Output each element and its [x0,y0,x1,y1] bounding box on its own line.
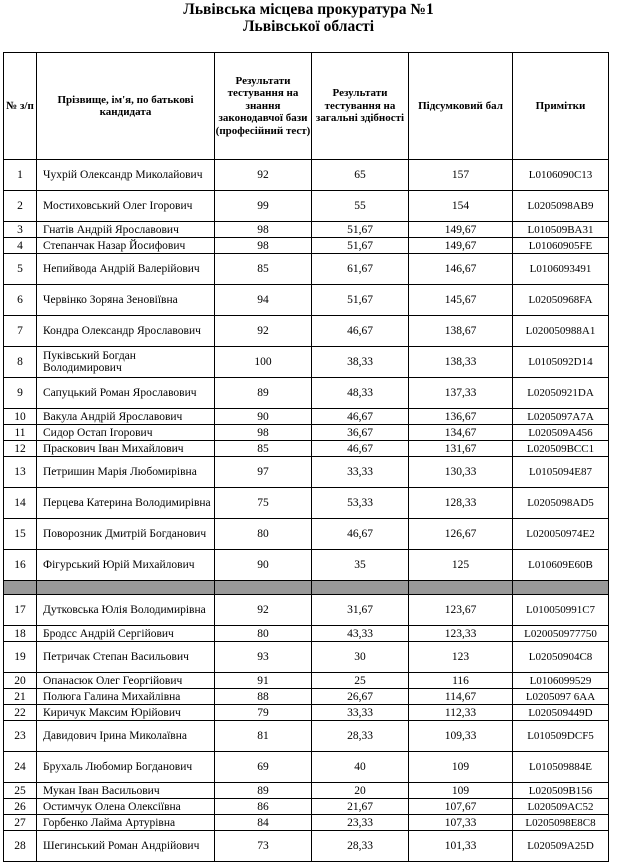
candidate-name: Перцева Катерина Володимирівна [37,488,215,519]
table-row [4,191,609,222]
general-score: 48,33 [312,378,409,409]
total-score: 131,67 [409,441,513,457]
total-score: 114,67 [409,689,513,705]
separator-row [4,581,609,595]
candidate-name: Брухаль Любомир Богданович [37,752,215,783]
header-general: Результати тестування на загальні здібності [312,53,409,160]
header-name: Прізвище, ім'я, по батькові кандидата [37,53,215,160]
general-score: 65 [312,160,409,191]
general-score: 26,67 [312,689,409,705]
legal-score: 91 [215,673,312,689]
header-total: Підсумковий бал [409,53,513,160]
note-code: L02050921DA [513,378,609,409]
header-num: № з/п [4,53,37,160]
row-number: 22 [4,705,37,721]
row-number: 8 [4,347,37,378]
candidate-name: Шегинський Роман Андрійович [37,831,215,862]
total-score: 109 [409,783,513,799]
legal-score: 100 [215,347,312,378]
candidate-name: Поворозник Дмитрій Богданович [37,519,215,550]
note-code: L010509BA31 [513,222,609,238]
general-score: 30 [312,642,409,673]
row-number: 4 [4,238,37,254]
total-score: 107,67 [409,799,513,815]
candidate-name: Вакула Андрій Ярославович [37,409,215,425]
legal-score: 92 [215,595,312,626]
note-code: L020509A25D [513,831,609,862]
legal-score: 97 [215,457,312,488]
row-number: 13 [4,457,37,488]
table-row [4,238,609,254]
total-score: 109,33 [409,721,513,752]
candidate-name: Гнатів Андрій Ярославович [37,222,215,238]
table-row [4,642,609,673]
legal-score: 89 [215,378,312,409]
legal-score: 85 [215,441,312,457]
header-legal: Результати тестування на знання законодавчої бази (професійний тест) [215,53,312,160]
row-number: 11 [4,425,37,441]
general-score: 33,33 [312,457,409,488]
total-score: 149,67 [409,238,513,254]
row-number: 26 [4,799,37,815]
general-score: 28,33 [312,721,409,752]
candidate-name: Бродсс Андрій Сергійович [37,626,215,642]
row-number: 6 [4,285,37,316]
general-score: 28,33 [312,831,409,862]
note-code: L020050977750 [513,626,609,642]
general-score: 36,67 [312,425,409,441]
total-score: 138,33 [409,347,513,378]
total-score: 107,33 [409,815,513,831]
row-number: 21 [4,689,37,705]
total-score: 123,33 [409,626,513,642]
total-score: 112,33 [409,705,513,721]
candidate-name: Киричук Максим Юрійович [37,705,215,721]
row-number: 9 [4,378,37,409]
candidate-name: Пуківський Богдан Володимирович [37,347,215,378]
header-row [4,53,609,160]
row-number: 12 [4,441,37,457]
candidate-name: Сапуцький Роман Ярославович [37,378,215,409]
note-code: L0205098E8C8 [513,815,609,831]
row-number: 27 [4,815,37,831]
table-row [4,595,609,626]
table-row [4,550,609,581]
total-score: 123,67 [409,595,513,626]
general-score: 40 [312,752,409,783]
row-number: 3 [4,222,37,238]
candidate-name: Мостиховський Олег Ігорович [37,191,215,222]
general-score: 46,67 [312,441,409,457]
table-row [4,285,609,316]
legal-score: 99 [215,191,312,222]
note-code: L010509DCF5 [513,721,609,752]
row-number: 19 [4,642,37,673]
candidate-name: Чухрій Олександр Миколайович [37,160,215,191]
general-score: 38,33 [312,347,409,378]
table-row [4,831,609,862]
general-score: 53,33 [312,488,409,519]
legal-score: 89 [215,783,312,799]
candidate-name: Степанчак Назар Йосифович [37,238,215,254]
general-score: 51,67 [312,238,409,254]
total-score: 126,67 [409,519,513,550]
table-row [4,378,609,409]
table-row [4,752,609,783]
candidate-name: Фігурський Юрій Михайлович [37,550,215,581]
note-code: L0105092D14 [513,347,609,378]
legal-score: 93 [215,642,312,673]
candidate-name: Полюга Галина Михайлівна [37,689,215,705]
total-score: 136,67 [409,409,513,425]
total-score: 149,67 [409,222,513,238]
general-score: 33,33 [312,705,409,721]
total-score: 101,33 [409,831,513,862]
general-score: 23,33 [312,815,409,831]
row-number: 7 [4,316,37,347]
note-code: L020509BCC1 [513,441,609,457]
general-score: 46,67 [312,409,409,425]
legal-score: 84 [215,815,312,831]
candidate-name: Праскович Іван Михайлович [37,441,215,457]
table-row [4,254,609,285]
note-code: L0106099529 [513,673,609,689]
candidate-name: Давидович Ірина Миколаївна [37,721,215,752]
candidate-name: Кондра Олександр Ярославович [37,316,215,347]
total-score: 138,67 [409,316,513,347]
total-score: 154 [409,191,513,222]
row-number: 14 [4,488,37,519]
table-row [4,457,609,488]
general-score: 51,67 [312,222,409,238]
row-number: 25 [4,783,37,799]
row-number: 28 [4,831,37,862]
note-code: L020509AC52 [513,799,609,815]
note-code: L0105094E87 [513,457,609,488]
legal-score: 98 [215,222,312,238]
legal-score: 69 [215,752,312,783]
total-score: 128,33 [409,488,513,519]
note-code: L01060905FE [513,238,609,254]
general-score: 55 [312,191,409,222]
general-score: 51,67 [312,285,409,316]
table-row [4,222,609,238]
total-score: 125 [409,550,513,581]
note-code: L0205098AD5 [513,488,609,519]
note-code: L010509884E [513,752,609,783]
legal-score: 73 [215,831,312,862]
title-line-1: Львівська місцева прокуратура №1 [183,1,434,18]
note-code: L02050968FA [513,285,609,316]
table-row [4,673,609,689]
total-score: 130,33 [409,457,513,488]
table-row [4,705,609,721]
legal-score: 92 [215,316,312,347]
legal-score: 92 [215,160,312,191]
legal-score: 81 [215,721,312,752]
total-score: 109 [409,752,513,783]
legal-score: 98 [215,425,312,441]
table-row [4,409,609,425]
note-code: L020509449D [513,705,609,721]
general-score: 25 [312,673,409,689]
candidate-name: Опанасюк Олег Георгійович [37,673,215,689]
row-number: 17 [4,595,37,626]
note-code: L0106093491 [513,254,609,285]
candidate-name: Петричак Степан Васильович [37,642,215,673]
legal-score: 80 [215,519,312,550]
table-row [4,626,609,642]
total-score: 134,67 [409,425,513,441]
row-number: 16 [4,550,37,581]
row-number: 15 [4,519,37,550]
title-line-2: Львівської області [242,18,375,35]
row-number: 24 [4,752,37,783]
general-score: 46,67 [312,316,409,347]
table-row [4,316,609,347]
note-code: L0205097 6AA [513,689,609,705]
table-row [4,488,609,519]
general-score: 31,67 [312,595,409,626]
note-code: L020050988A1 [513,316,609,347]
legal-score: 98 [215,238,312,254]
header-notes: Примітки [513,53,609,160]
table-row [4,689,609,705]
general-score: 35 [312,550,409,581]
legal-score: 90 [215,550,312,581]
candidate-name: Остимчук Олена Олексіївна [37,799,215,815]
total-score: 145,67 [409,285,513,316]
note-code: L0106090C13 [513,160,609,191]
table-row [4,519,609,550]
table-row [4,799,609,815]
legal-score: 75 [215,488,312,519]
table-row [4,441,609,457]
candidate-name: Горбенко Лайма Артурівна [37,815,215,831]
general-score: 61,67 [312,254,409,285]
table-row [4,815,609,831]
table-row [4,783,609,799]
row-number: 1 [4,160,37,191]
legal-score: 79 [215,705,312,721]
candidate-name: Сидор Остап Ігорович [37,425,215,441]
candidate-name: Дутковська Юлія Володимирівна [37,595,215,626]
total-score: 123 [409,642,513,673]
legal-score: 86 [215,799,312,815]
candidate-name: Петришин Марія Любомирівна [37,457,215,488]
note-code: L0205097A7A [513,409,609,425]
row-number: 2 [4,191,37,222]
general-score: 21,67 [312,799,409,815]
note-code: L020050974E2 [513,519,609,550]
note-code: L010609E60B [513,550,609,581]
table-row [4,160,609,191]
row-number: 10 [4,409,37,425]
row-number: 5 [4,254,37,285]
total-score: 137,33 [409,378,513,409]
total-score: 116 [409,673,513,689]
note-code: L0205098AB9 [513,191,609,222]
candidate-name: Мукан Іван Васильович [37,783,215,799]
results-table [3,52,609,862]
table-row [4,347,609,378]
row-number: 20 [4,673,37,689]
legal-score: 88 [215,689,312,705]
total-score: 157 [409,160,513,191]
legal-score: 85 [215,254,312,285]
row-number: 18 [4,626,37,642]
general-score: 20 [312,783,409,799]
general-score: 46,67 [312,519,409,550]
candidate-name: Червінко Зоряна Зеновіївна [37,285,215,316]
candidate-name: Непийвода Андрій Валерійович [37,254,215,285]
total-score: 146,67 [409,254,513,285]
note-code: L020509B156 [513,783,609,799]
general-score: 43,33 [312,626,409,642]
row-number: 23 [4,721,37,752]
legal-score: 80 [215,626,312,642]
note-code: L010050991C7 [513,595,609,626]
note-code: L02050904C8 [513,642,609,673]
legal-score: 94 [215,285,312,316]
table-row [4,425,609,441]
table-row [4,721,609,752]
note-code: L020509A456 [513,425,609,441]
legal-score: 90 [215,409,312,425]
